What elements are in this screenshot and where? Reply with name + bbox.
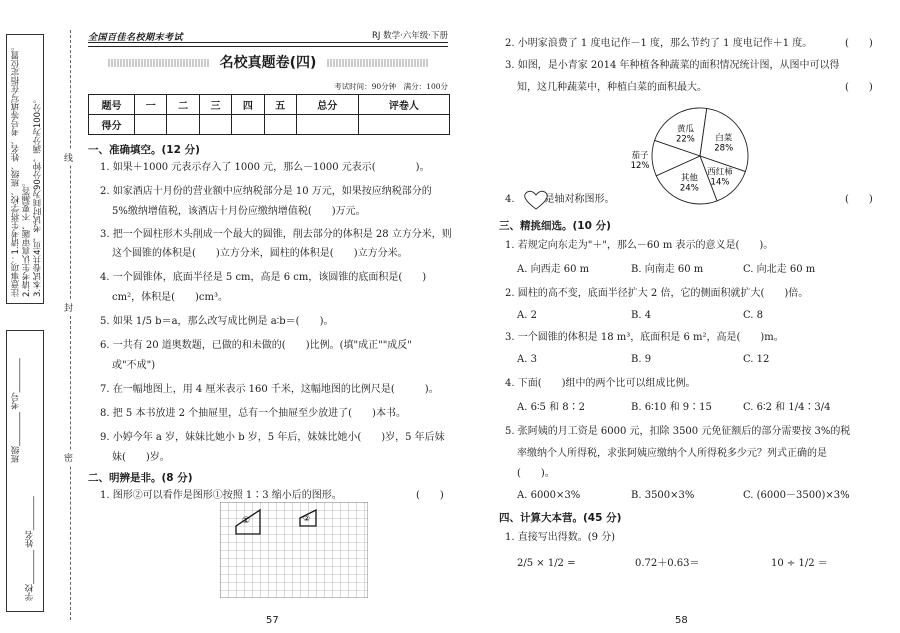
seal-char-1: 线 xyxy=(64,150,73,165)
judge-2: 2. 小明家浪费了 1 度电记作－1 度，那么节约了 1 度电记作＋1 度。 xyxy=(505,38,813,49)
question-9-line2: 妹( )岁。 xyxy=(112,452,170,463)
pie-label-5: 茄子 xyxy=(631,150,649,161)
score-input[interactable] xyxy=(199,115,231,135)
pie-label-4: 其他 xyxy=(680,173,698,184)
pie-value-3: 14% xyxy=(710,177,730,188)
calc-item-2: 0.72＋0.63＝ xyxy=(635,558,700,569)
score-cell: 得分 xyxy=(89,115,135,135)
score-input[interactable] xyxy=(358,115,449,135)
choice-5-line2: 率缴纳个人所得税，求张阿姨应缴纳个人所得税多少元？列式正确的是 xyxy=(517,448,827,459)
seal-char-2: 封 xyxy=(64,300,73,315)
section-heading-2: 二、明辨是非。(8 分) xyxy=(88,472,193,484)
figure-2-label: ② xyxy=(303,514,311,523)
score-input[interactable] xyxy=(296,115,358,135)
notice-box xyxy=(6,34,44,304)
series-label: 全国百佳名校期末考试 xyxy=(88,33,184,43)
question-3-line1: 3. 把一个圆柱形木头削成一个最大的圆锥，削去部分的体积是 28 立方分米，则 xyxy=(100,229,452,240)
choice-2-option-c[interactable]: C. 8 xyxy=(743,310,764,321)
score-cell: 四 xyxy=(232,95,264,115)
seal-char-3: 密 xyxy=(64,450,73,465)
vegetable-pie-chart xyxy=(625,96,755,216)
judge-2-paren: ( ) xyxy=(845,38,873,49)
page-title: 名校真题卷(四) xyxy=(108,52,428,74)
judge-1: 1. 图形②可以看作是图形①按照 1∶3 缩小后的图形。 xyxy=(100,490,342,501)
pie-value-2: 28% xyxy=(714,143,734,154)
section-heading-3: 三、精挑细选。(10 分) xyxy=(499,220,611,232)
choice-4-option-a[interactable]: A. 6∶5 和 8∶2 xyxy=(517,402,585,413)
choice-1: 1. 若规定向东走为"＋"，那么－60 m 表示的意义是( )。 xyxy=(505,240,774,251)
judge-4-paren: ( ) xyxy=(845,194,873,205)
question-8: 8. 把 5 本书放进 2 个抽屉里，总有一个抽屉至少放进了( )本书。 xyxy=(100,408,406,419)
section-heading-1: 一、准确填空。(12 分) xyxy=(88,144,200,156)
heart-icon xyxy=(521,188,551,212)
page-left xyxy=(88,30,458,630)
choice-4-option-b[interactable]: B. 6∶10 和 9∶15 xyxy=(631,402,712,413)
score-cell: 评卷人 xyxy=(358,95,449,115)
question-7: 7. 在一幅地图上，用 4 厘米表示 160 千米，这幅地图的比例尺是( )。 xyxy=(100,384,439,395)
score-table-score-row xyxy=(89,115,450,135)
judge-3-paren: ( ) xyxy=(845,82,873,93)
choice-2-option-a[interactable]: A. 2 xyxy=(517,310,537,321)
page-number-right: 58 xyxy=(675,615,688,626)
choice-5-option-c[interactable]: C. (6000－3500)×3% xyxy=(743,490,850,501)
pie-label-3: 西红柿 xyxy=(707,167,733,178)
choice-5-line1: 5. 张阿姨的月工资是 6000 元，扣除 3500 元免征额后的部分需要按 3%的税 xyxy=(505,426,851,437)
choice-5-line3: ( )。 xyxy=(517,468,555,479)
calc-item-1: 2/5 × 1/2 = xyxy=(517,558,576,569)
judge-3-line1: 3. 如图，是小青家 2014 年种植各种蔬菜的面积情况统计图，从图中可以得 xyxy=(505,60,840,71)
choice-3-option-b[interactable]: B. 9 xyxy=(631,354,652,365)
school-label: 学校________ 姓名________ xyxy=(25,496,35,601)
calc-item-3: 10 ÷ 1/2 ＝ xyxy=(771,558,828,569)
student-info-box xyxy=(6,330,44,612)
question-2-line1: 2. 如家酒店十月份的营业额中应纳税部分是 10 万元，如果按应纳税部分的 xyxy=(100,186,432,197)
question-3-line2: 这个圆锥的体积是( )立方分米，圆柱的体积是( )立方分米。 xyxy=(112,248,408,259)
question-6-line1: 6. 一共有 20 道奥数题，已做的和未做的( )比例。(填"成正""成反" xyxy=(100,340,412,351)
pie-value-1: 22% xyxy=(675,134,695,145)
choice-3-option-a[interactable]: A. 3 xyxy=(517,354,537,365)
class-label: 班级________ 考号________ xyxy=(11,358,21,463)
binding-strip xyxy=(0,0,82,633)
page-right xyxy=(499,30,885,630)
question-2-line2: 5%缴纳增值税，该酒店十月份应缴纳增值税( )万元。 xyxy=(112,206,366,217)
choice-5-option-b[interactable]: B. 3500×3% xyxy=(631,490,695,501)
choice-3-option-c[interactable]: C. 12 xyxy=(743,354,770,365)
score-cell: 总分 xyxy=(296,95,358,115)
page-number-left: 57 xyxy=(266,615,279,626)
sub-title: RJ 数学·六年级·下册 xyxy=(371,31,448,41)
score-input[interactable] xyxy=(167,115,199,135)
score-table-header-row xyxy=(89,95,450,115)
question-9-line1: 9. 小婷今年 a 岁，妹妹比她小 b 岁，5 年后，妹妹比她小( )岁，5 年后妹 xyxy=(100,432,445,443)
seal-line xyxy=(70,30,71,620)
score-input[interactable] xyxy=(232,115,264,135)
choice-1-option-b[interactable]: B. 向南走 60 m xyxy=(631,264,704,275)
question-5: 5. 如果 1/5 b＝a，那么改写成比例是 a∶b＝( )。 xyxy=(100,316,334,327)
choice-5-option-a[interactable]: A. 6000×3% xyxy=(517,490,581,501)
choice-4-option-c[interactable]: C. 6∶2 和 1/4∶3/4 xyxy=(743,402,831,413)
pie-label-2: 白菜 xyxy=(715,133,733,144)
question-4-line2: cm²，体积是( )cm³。 xyxy=(112,292,228,303)
notice-text: 注意事项：1.请考生将学校、班级、姓名、考号等填写在指定位置。 2.请考生认真审题，不要漏答。 3.本试卷共4页，考试时间为90分钟，满分为100分。 xyxy=(11,42,43,297)
choice-3: 3. 一个圆锥的体积是 18 m³，底面积是 6 m²，高是( )m。 xyxy=(505,332,784,343)
calc-1-heading: 1. 直接写出得数。(9 分) xyxy=(505,532,616,543)
grid-figure xyxy=(220,502,368,598)
pie-value-5: 12% xyxy=(630,160,650,171)
judge-4: 4. 是轴对称图形。 xyxy=(505,194,615,205)
score-cell: 一 xyxy=(135,95,167,115)
score-input[interactable] xyxy=(264,115,296,135)
choice-1-option-c[interactable]: C. 向北走 60 m xyxy=(743,264,816,275)
choice-4: 4. 下面( )组中的两个比可以组成比例。 xyxy=(505,378,696,389)
figure-1-label: ① xyxy=(242,516,251,526)
score-cell: 题号 xyxy=(89,95,135,115)
series-band xyxy=(88,42,448,47)
section-heading-4: 四、计算大本营。(45 分) xyxy=(499,512,622,524)
judge-3-line2: 知，这几种蔬菜中，种植白菜的面积最大。 xyxy=(517,82,707,93)
exam-info: 考试时间：90分钟 满分：100分 xyxy=(334,82,448,91)
score-input[interactable] xyxy=(135,115,167,135)
question-6-line2: 或"不成") xyxy=(112,360,156,371)
choice-2: 2. 圆柱的高不变，底面半径扩大 2 倍，它的侧面积就扩大( )倍。 xyxy=(505,288,809,299)
question-4-line1: 4. 一个圆锥体，底面半径是 5 cm，高是 6 cm，该圆锥的底面积是( ) xyxy=(100,272,427,283)
choice-2-option-b[interactable]: B. 4 xyxy=(631,310,652,321)
score-cell: 二 xyxy=(167,95,199,115)
judge-1-paren: ( ) xyxy=(416,490,444,501)
choice-1-option-a[interactable]: A. 向西走 60 m xyxy=(517,264,590,275)
score-cell: 五 xyxy=(264,95,296,115)
question-1: 1. 如果＋1000 元表示存入了 1000 元，那么－1000 元表示( )。 xyxy=(100,162,430,173)
pie-value-4: 24% xyxy=(679,183,699,194)
score-table xyxy=(88,94,450,135)
pie-label-1: 黄瓜 xyxy=(676,124,694,135)
score-cell: 三 xyxy=(199,95,231,115)
